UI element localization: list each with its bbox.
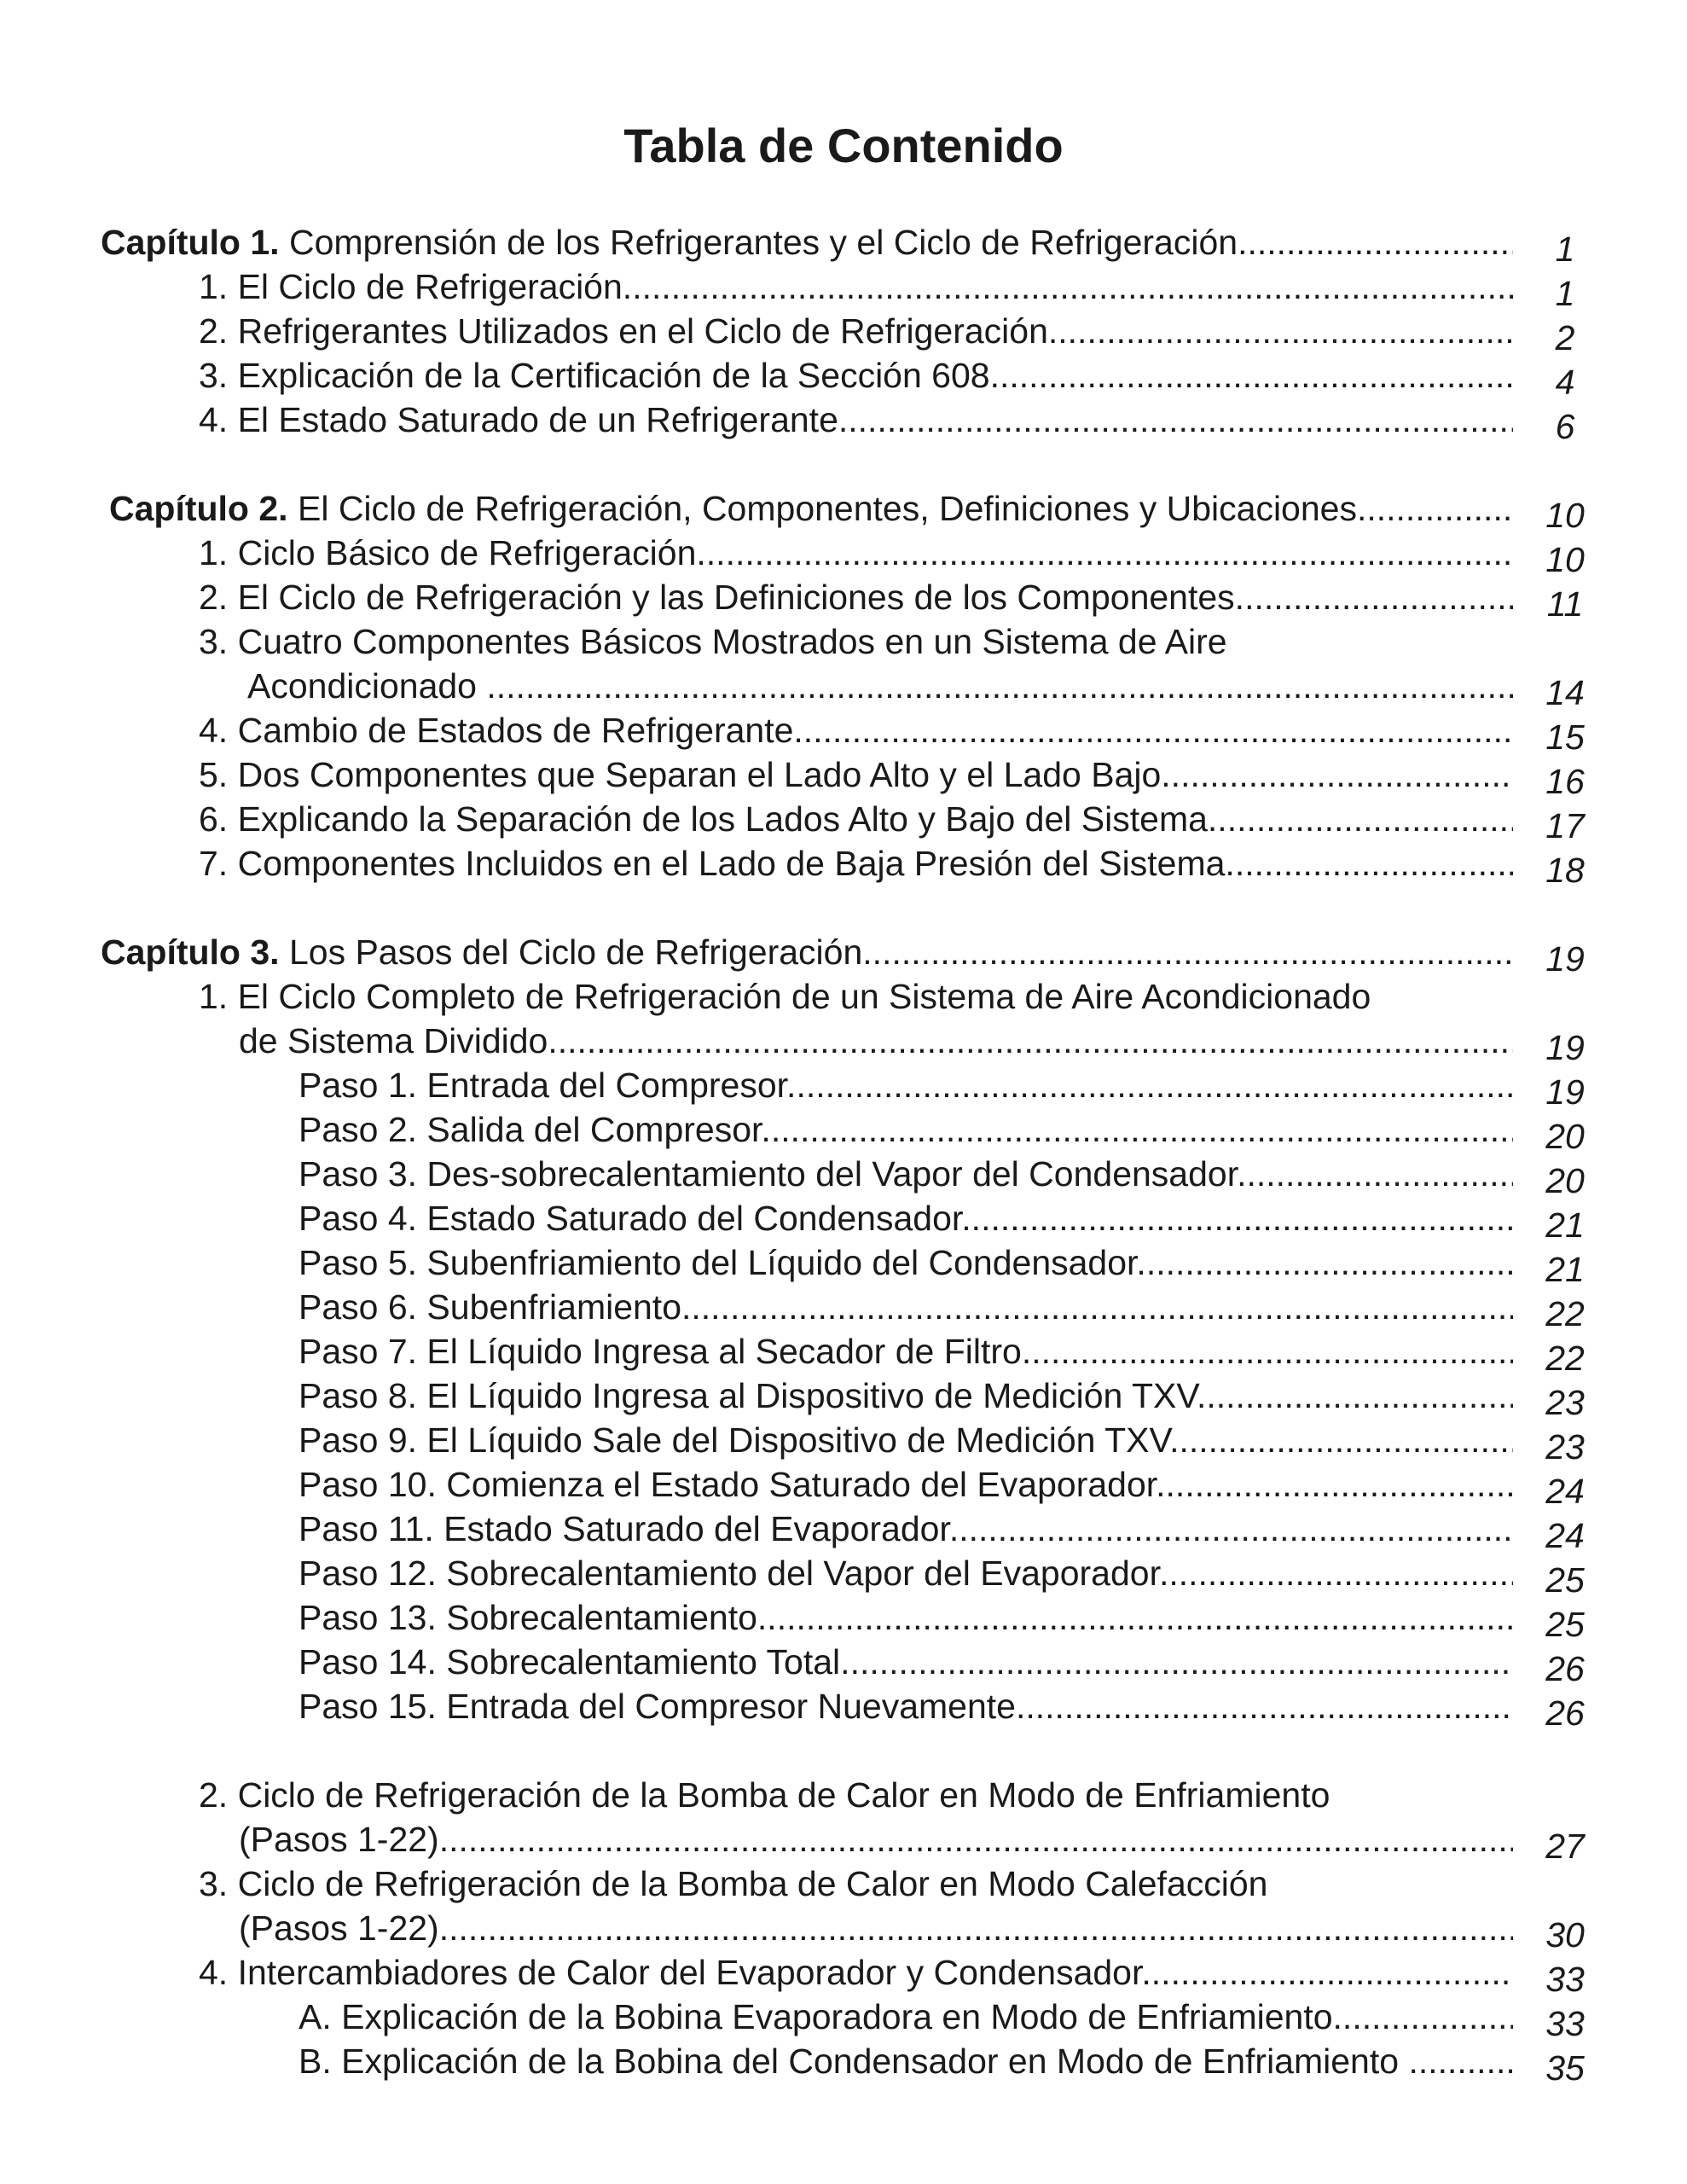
page-number: 25 bbox=[1545, 1560, 1585, 1600]
page-number: 4 bbox=[1555, 363, 1575, 402]
page-title: Tabla de Contenido bbox=[623, 119, 1064, 172]
toc-entry bbox=[299, 1507, 1513, 1551]
toc-entry bbox=[199, 398, 1513, 442]
toc-line bbox=[0, 1862, 1687, 1906]
page-number: 15 bbox=[1545, 717, 1585, 757]
toc-entry bbox=[299, 1196, 1513, 1240]
toc-line bbox=[0, 1995, 1687, 2043]
toc-line bbox=[0, 1640, 1687, 1688]
page-number: 21 bbox=[1545, 1205, 1585, 1245]
page-number: 11 bbox=[1546, 584, 1584, 624]
page-number: 20 bbox=[1545, 1117, 1585, 1156]
toc-entry-text: Los Pasos del Ciclo de Refrigeración bbox=[279, 932, 863, 972]
toc-entry bbox=[101, 930, 1513, 974]
toc-line bbox=[0, 1196, 1687, 1245]
toc-entry-text: (Pasos 1-22) bbox=[239, 1908, 439, 1948]
toc-entry-text: Paso 13. Sobrecalentamiento bbox=[299, 1598, 757, 1637]
toc-entry bbox=[299, 1063, 1513, 1107]
page-number: 10 bbox=[1545, 540, 1585, 579]
toc-entry-text: Paso 9. El Líquido Sale del Dispositivo de Medición TXV bbox=[299, 1420, 1170, 1460]
toc-entry bbox=[199, 1950, 1513, 1995]
toc-entry-text: 2. El Ciclo de Refrigeración y las Definiciones de los Componentes bbox=[199, 578, 1235, 617]
page-number: 33 bbox=[1545, 2004, 1585, 2043]
page-number: 10 bbox=[1545, 496, 1585, 535]
toc-line bbox=[0, 1063, 1687, 1112]
toc-entry bbox=[199, 974, 1513, 1019]
toc-line bbox=[0, 486, 1687, 535]
page-number: 22 bbox=[1545, 1294, 1585, 1333]
page-number: 22 bbox=[1545, 1339, 1585, 1378]
toc-entry bbox=[299, 1152, 1513, 1196]
toc-line bbox=[0, 1906, 1687, 1955]
page-number: 1 bbox=[1555, 274, 1575, 313]
toc-entry bbox=[199, 708, 1513, 752]
toc-line bbox=[0, 1551, 1687, 1600]
toc-entry-text: 1. El Ciclo Completo de Refrigeración de un Sistema de Aire Acondicionado bbox=[199, 977, 1371, 1016]
toc-entry bbox=[199, 309, 1513, 353]
toc-line bbox=[0, 1773, 1687, 1817]
toc-line bbox=[0, 531, 1687, 579]
toc-line bbox=[0, 1817, 1687, 1866]
toc-entry-text: A. Explicación de la Bobina Evaporadora en Modo de Enfriamiento bbox=[299, 1997, 1333, 2036]
toc-entry bbox=[299, 1285, 1513, 1329]
page-number: 6 bbox=[1555, 407, 1575, 446]
page-number: 20 bbox=[1545, 1161, 1585, 1200]
toc-entry-text: Paso 4. Estado Saturado del Condensador bbox=[299, 1199, 962, 1238]
toc-line bbox=[0, 1462, 1687, 1511]
toc-entry-text: Paso 8. El Líquido Ingresa al Dispositivo de Medición TXV bbox=[299, 1376, 1197, 1415]
toc-entry bbox=[199, 619, 1513, 664]
toc-entry bbox=[199, 575, 1513, 619]
page-number: 23 bbox=[1545, 1427, 1585, 1467]
toc-entry bbox=[199, 264, 1513, 309]
toc-line bbox=[0, 309, 1687, 357]
page-number: 1 bbox=[1555, 229, 1575, 269]
toc-entry-text: (Pasos 1-22) bbox=[239, 1820, 439, 1859]
toc-entry bbox=[199, 841, 1513, 886]
page-number: 16 bbox=[1545, 762, 1585, 801]
toc-line bbox=[0, 1285, 1687, 1333]
toc-entry-text: Comprensión de los Refrigerantes y el Ciclo de Refrigeración bbox=[279, 223, 1238, 262]
chapter-label: Capítulo 1. bbox=[101, 223, 280, 262]
toc-line bbox=[0, 797, 1687, 845]
toc-entry-text: Paso 14. Sobrecalentamiento Total bbox=[299, 1642, 841, 1682]
toc-entry-text: 4. Intercambiadores de Calor del Evaporador y Condensador bbox=[199, 1953, 1142, 1992]
toc-entry-text: 1. Ciclo Básico de Refrigeración bbox=[199, 533, 697, 572]
toc-entry-text: 3. Cuatro Componentes Básicos Mostrados en un Sistema de Aire bbox=[199, 622, 1227, 661]
toc-line bbox=[0, 974, 1687, 1019]
page-number: 33 bbox=[1545, 1960, 1585, 1999]
page-number: 25 bbox=[1545, 1605, 1585, 1644]
toc-entry-text: Paso 6. Subenfriamiento bbox=[299, 1287, 681, 1327]
toc-entry-text: 2. Ciclo de Refrigeración de la Bomba de Calor en Modo de Enfriamiento bbox=[199, 1775, 1330, 1815]
toc-entry-text: Paso 3. Des-sobrecalentamiento del Vapor del Condensador bbox=[299, 1154, 1238, 1194]
page-number: 17 bbox=[1545, 806, 1585, 845]
page-number: 2 bbox=[1555, 318, 1575, 357]
toc-entry bbox=[299, 1684, 1513, 1728]
toc-entry-text: Paso 7. El Líquido Ingresa al Secador de Filtro bbox=[299, 1332, 1022, 1371]
toc-line bbox=[0, 930, 1687, 979]
toc-entry-text: 1. El Ciclo de Refrigeración bbox=[199, 267, 623, 306]
toc-line bbox=[0, 752, 1687, 801]
table-of-contents bbox=[0, 220, 1687, 2088]
toc-entry-text: 7. Componentes Incluidos en el Lado de Baja Presión del Sistema bbox=[199, 844, 1226, 883]
page-number: 30 bbox=[1545, 1915, 1585, 1955]
toc-entry-text: 6. Explicando la Separación de los Lados Alto y Bajo del Sistema bbox=[199, 799, 1208, 839]
toc-entry bbox=[299, 1551, 1513, 1595]
toc-entry-text: Paso 2. Salida del Compresor bbox=[299, 1110, 762, 1149]
toc-line bbox=[0, 1418, 1687, 1467]
page-number: 35 bbox=[1545, 2048, 1585, 2088]
toc-entry-text: El Ciclo de Refrigeración, Componentes, Definiciones y Ubicaciones bbox=[287, 489, 1357, 528]
page-number: 14 bbox=[1545, 673, 1585, 712]
toc-entry bbox=[299, 1374, 1513, 1418]
toc-line bbox=[0, 398, 1687, 446]
toc-entry bbox=[199, 797, 1513, 841]
toc-line bbox=[0, 264, 1687, 313]
toc-entry-text: Paso 10. Comienza el Estado Saturado del Evaporador bbox=[299, 1465, 1157, 1504]
toc-entry bbox=[109, 486, 1513, 531]
chapter-label: Capítulo 3. bbox=[101, 932, 280, 972]
toc-line bbox=[0, 220, 1687, 269]
page-number: 19 bbox=[1545, 1028, 1585, 1067]
toc-entry bbox=[299, 1418, 1513, 1462]
page-number: 24 bbox=[1545, 1516, 1585, 1555]
toc-line bbox=[0, 619, 1687, 664]
toc-line bbox=[0, 353, 1687, 402]
toc-entry bbox=[239, 1019, 1513, 1063]
toc-entry bbox=[299, 1107, 1513, 1152]
toc-line bbox=[0, 1595, 1687, 1644]
toc-entry bbox=[299, 2039, 1513, 2083]
toc-entry bbox=[101, 220, 1513, 264]
toc-entry-text: 3. Explicación de la Certificación de la Sección 608 bbox=[199, 356, 990, 395]
toc-entry bbox=[299, 1595, 1513, 1640]
toc-line bbox=[0, 1329, 1687, 1378]
toc-entry bbox=[199, 1773, 1513, 1817]
toc-line bbox=[0, 1684, 1687, 1733]
toc-entry bbox=[239, 1817, 1513, 1862]
toc-entry-text: 4. Cambio de Estados de Refrigerante bbox=[199, 711, 794, 750]
page-number: 23 bbox=[1545, 1383, 1585, 1422]
page-number: 27 bbox=[1545, 1827, 1585, 1866]
toc-entry-text: B. Explicación de la Bobina del Condensador en Modo de Enfriamiento bbox=[299, 2042, 1409, 2081]
toc-entry bbox=[299, 1462, 1513, 1507]
page-number: 26 bbox=[1545, 1693, 1585, 1733]
toc-entry bbox=[239, 1906, 1513, 1950]
toc-entry-text: Paso 11. Estado Saturado del Evaporador bbox=[299, 1509, 949, 1548]
toc-line bbox=[0, 841, 1687, 890]
page-number: 26 bbox=[1545, 1649, 1585, 1688]
toc-line bbox=[0, 1152, 1687, 1200]
page-number: 21 bbox=[1545, 1250, 1585, 1289]
toc-entry bbox=[299, 1329, 1513, 1374]
toc-entry-text: de Sistema Dividido bbox=[239, 1021, 548, 1060]
toc-entry-text: 5. Dos Componentes que Separan el Lado Alto y el Lado Bajo bbox=[199, 755, 1162, 794]
toc-line bbox=[0, 1374, 1687, 1422]
toc-entry bbox=[199, 1862, 1513, 1906]
toc-line bbox=[0, 2039, 1687, 2088]
toc-line bbox=[0, 1019, 1687, 1067]
toc-entry-text: Paso 12. Sobrecalentamiento del Vapor del Evaporador bbox=[299, 1554, 1159, 1593]
toc-entry-text: Acondicionado bbox=[247, 666, 487, 706]
toc-entry bbox=[299, 1640, 1513, 1684]
toc-line bbox=[0, 1240, 1687, 1289]
toc-entry-text: Paso 5. Subenfriamiento del Líquido del Condensador bbox=[299, 1243, 1137, 1282]
toc-line bbox=[0, 575, 1687, 624]
toc-line bbox=[0, 1107, 1687, 1156]
toc-entry-text: 2. Refrigerantes Utilizados en el Ciclo de Refrigeración bbox=[199, 311, 1048, 351]
page-number: 19 bbox=[1545, 939, 1585, 979]
toc-entry-text: Paso 1. Entrada del Compresor bbox=[299, 1066, 787, 1105]
toc-entry bbox=[199, 353, 1513, 398]
toc-entry bbox=[299, 1240, 1513, 1285]
toc-line bbox=[0, 1950, 1687, 1999]
page-number: 24 bbox=[1545, 1472, 1585, 1511]
chapter-label: Capítulo 2. bbox=[109, 489, 288, 528]
toc-entry-text: Paso 15. Entrada del Compresor Nuevamente bbox=[299, 1687, 1016, 1726]
page-number: 18 bbox=[1545, 851, 1585, 890]
toc-entry bbox=[199, 752, 1513, 797]
toc-entry bbox=[247, 664, 1513, 708]
toc-line bbox=[0, 708, 1687, 757]
toc-line bbox=[0, 664, 1687, 712]
toc-line bbox=[0, 1507, 1687, 1555]
toc-entry bbox=[199, 531, 1513, 575]
toc-entry-text: 4. El Estado Saturado de un Refrigerante bbox=[199, 400, 838, 439]
page-number: 19 bbox=[1545, 1072, 1585, 1112]
toc-entry-text: 3. Ciclo de Refrigeración de la Bomba de Calor en Modo Calefacción bbox=[199, 1864, 1268, 1903]
toc-entry bbox=[299, 1995, 1513, 2039]
